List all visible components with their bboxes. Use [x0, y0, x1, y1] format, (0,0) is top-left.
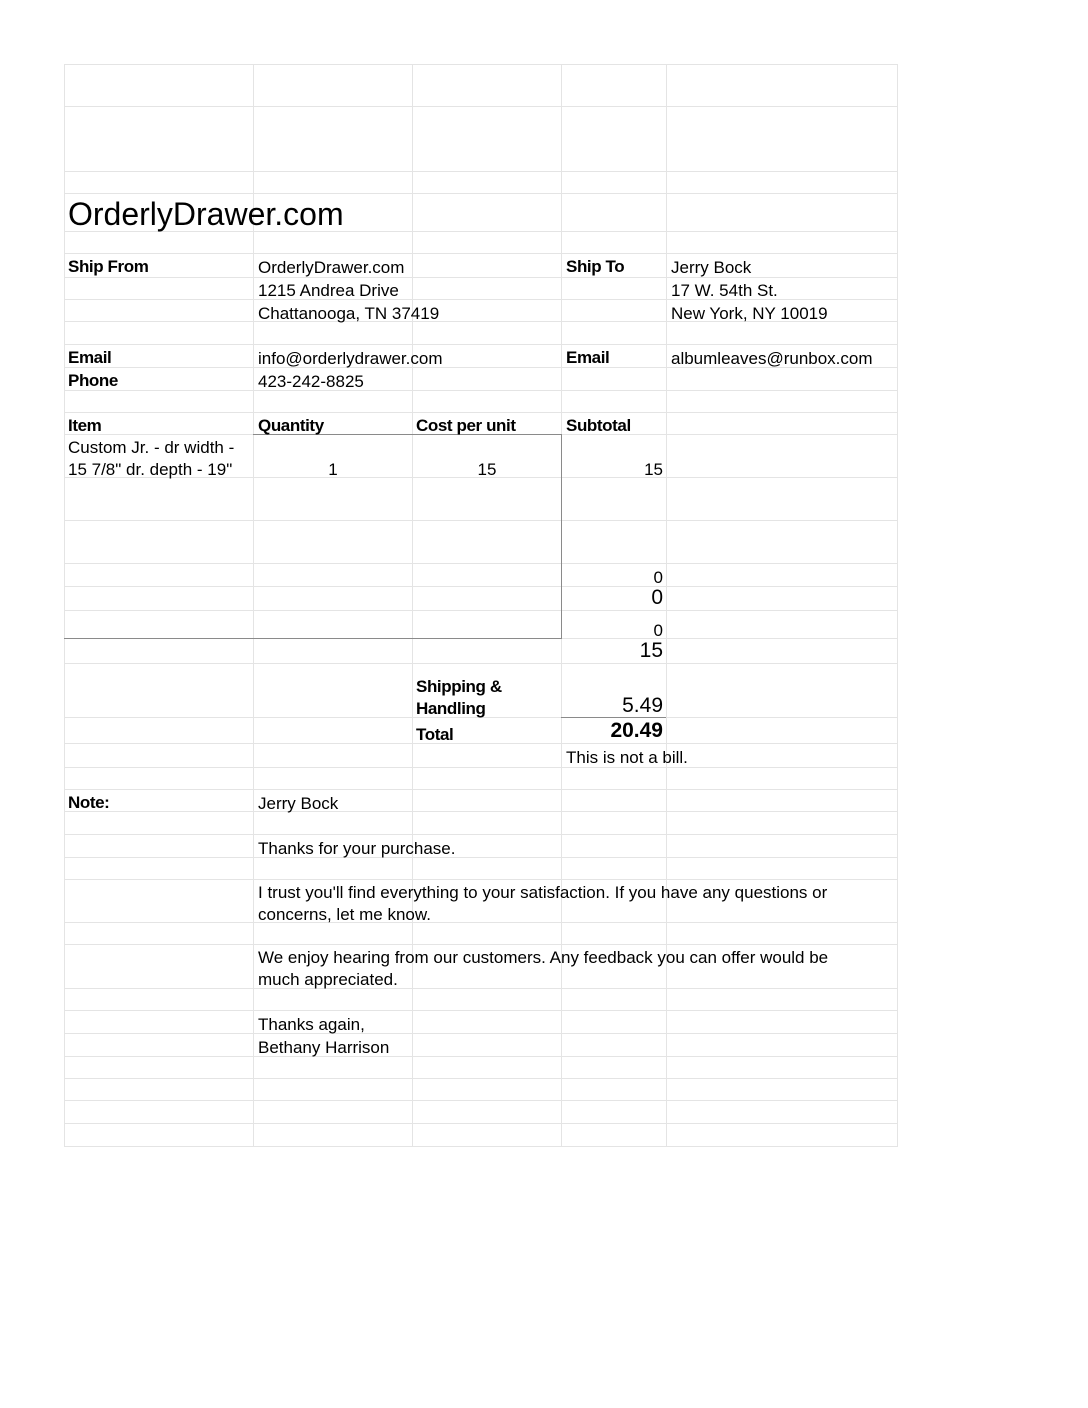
ship-from-line: Chattanooga, TN 37419: [258, 304, 440, 323]
item-description: 15 7/8" dr. depth - 19": [68, 460, 233, 479]
grid-row-line: [64, 663, 898, 664]
grid-row-line: [64, 390, 898, 391]
total-value: 20.49: [610, 719, 663, 742]
from-email[interactable]: info@orderlydrawer.com: [258, 349, 443, 368]
grid-row-line: [64, 344, 898, 345]
company-title: OrderlyDrawer.com: [68, 196, 344, 232]
grid-column-line: [897, 64, 898, 1146]
shipping-value: 5.49: [622, 694, 663, 717]
to-email-label: Email: [566, 348, 610, 367]
grid-row-line: [64, 922, 898, 923]
grid-column-line: [64, 64, 65, 1146]
header-item: Item: [68, 416, 102, 435]
grid-row-line: [64, 811, 898, 812]
phone-value: 423-242-8825: [258, 372, 364, 391]
grid-column-line: [412, 64, 413, 1146]
grid-row-line: [64, 586, 898, 587]
grid-row-line: [64, 1146, 898, 1147]
to-email[interactable]: albumleaves@runbox.com: [671, 349, 873, 368]
grid-row-line: [64, 944, 898, 945]
note-paragraph: We enjoy hearing from our customers. Any feedback you can offer would be: [258, 948, 829, 967]
grid-row-line: [64, 789, 898, 790]
note-thanks: Thanks for your purchase.: [258, 839, 456, 858]
ship-from-label: Ship From: [68, 257, 149, 276]
grid-row-line: [64, 834, 898, 835]
grid-row-line: [64, 253, 898, 254]
grid-row-line: [64, 193, 898, 194]
phone-label: Phone: [68, 371, 118, 390]
shipping-label: Shipping &: [416, 677, 502, 696]
item-description: Custom Jr. - dr width -: [68, 438, 235, 457]
grid-row-line: [64, 1123, 898, 1124]
not-a-bill-disclaimer: This is not a bill.: [566, 748, 688, 767]
grid-row-line: [64, 1010, 898, 1011]
header-cost-per-unit: Cost per unit: [416, 416, 516, 435]
empty-subtotal: 0: [653, 568, 663, 587]
ship-from-line: OrderlyDrawer.com: [258, 258, 405, 277]
header-quantity: Quantity: [258, 416, 324, 435]
grid-row-line: [64, 106, 898, 107]
grid-row-line: [64, 767, 898, 768]
grid-row-line: [64, 171, 898, 172]
ship-to-line: Jerry Bock: [671, 258, 752, 277]
grid-row-line: [64, 610, 898, 611]
ship-from-line: 1215 Andrea Drive: [258, 281, 399, 300]
grid-row-line: [64, 64, 898, 65]
ship-to-label: Ship To: [566, 257, 625, 276]
table-rule-line: [64, 638, 562, 639]
ship-to-line: 17 W. 54th St.: [671, 281, 778, 300]
empty-subtotal: 0: [651, 586, 663, 609]
note-closing: Thanks again,: [258, 1015, 365, 1034]
grid-row-line: [64, 520, 898, 521]
grid-column-line: [666, 64, 667, 1146]
grid-row-line: [64, 563, 898, 564]
email-label: Email: [68, 348, 112, 367]
grid-row-line: [64, 857, 898, 858]
grid-row-line: [64, 1078, 898, 1079]
note-paragraph: much appreciated.: [258, 970, 398, 989]
shipping-label: Handling: [416, 699, 486, 718]
note-paragraph: I trust you'll find everything to your satisfaction. If you have any questions or: [258, 883, 828, 902]
ship-to-line: New York, NY 10019: [671, 304, 828, 323]
grid-row-line: [64, 988, 898, 989]
item-subtotal: 15: [644, 460, 663, 479]
total-label: Total: [416, 725, 454, 744]
grid-row-line: [64, 1056, 898, 1057]
item-quantity: 1: [328, 460, 338, 479]
header-subtotal: Subtotal: [566, 416, 631, 435]
note-recipient: Jerry Bock: [258, 794, 339, 813]
grid-row-line: [64, 743, 898, 744]
grid-row-line: [64, 1100, 898, 1101]
note-paragraph: concerns, let me know.: [258, 905, 431, 924]
note-label: Note:: [68, 793, 110, 812]
empty-subtotal: 0: [653, 621, 663, 640]
items-sum: 15: [639, 639, 663, 662]
note-signature: Bethany Harrison: [258, 1038, 390, 1057]
grid-row-line: [64, 879, 898, 880]
item-cost: 15: [477, 460, 497, 479]
grid-row-line: [64, 412, 898, 413]
grid-row-line: [64, 277, 898, 278]
grid-row-line: [64, 1033, 898, 1034]
